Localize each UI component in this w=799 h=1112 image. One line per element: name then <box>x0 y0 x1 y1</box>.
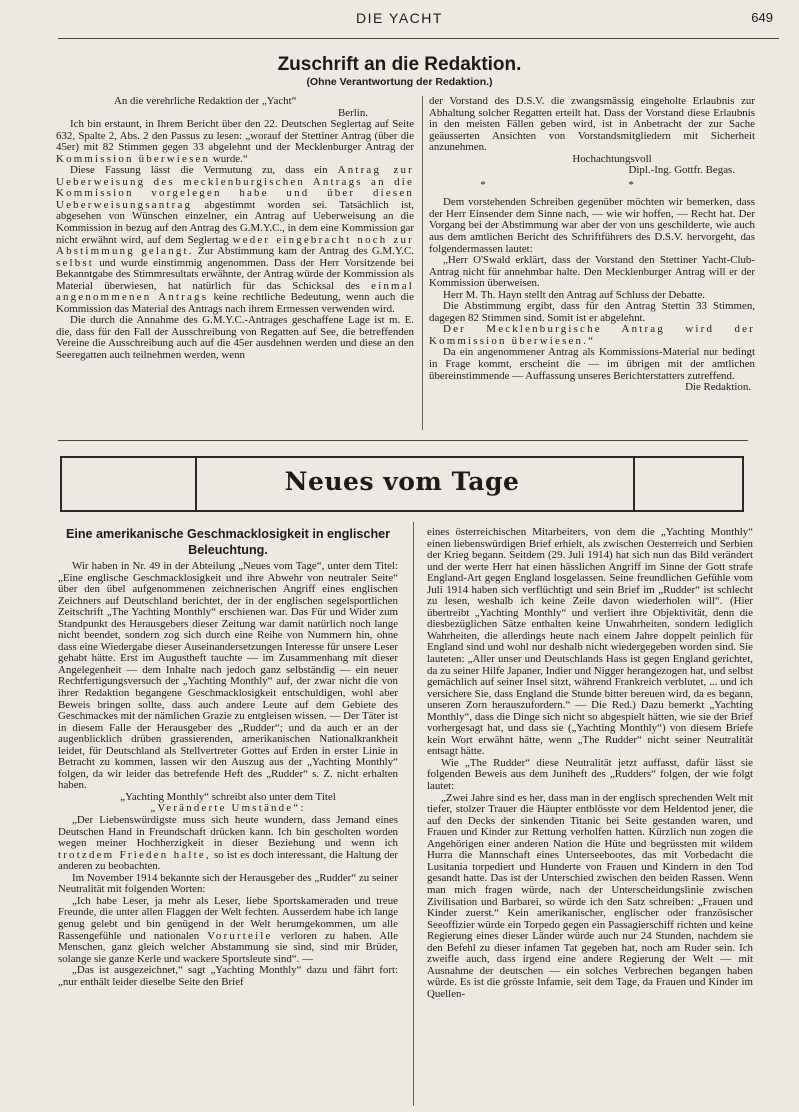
separator-stars: * * <box>480 178 704 191</box>
article-paragraph: „Zwei Jahre sind es her, dass man in der englisch sprechenden Welt mit tiefer, stolzer Trauer die Häupter entblösste vor dem Heldentod jener, die auf den Decks der sinkenden Titanic bei Seite gestanden waren, und Frauen und Kinder zur Rettung verholfen hatten. Kürzlich nun zogen die Angehörigen einer anderen Nation die Hüte und begrüssten mit wildem Hurra die Mannschaft eines Unterseebootes, das mit Vorbedacht die Lusitania torpediert und Hunderte von Frauen und Kindern in den Tod gesandt hatte. Das ist der Unterschied zwischen den beiden Rassen. Wenn man mich fragen würde, nach der Unterscheidungslinie zwischen Zivilisation und Barbarei, so würde ich den Satz schreiben: „Frauen und Kinder zuerst.“ Kein amerikanischer, englischer oder französischer Seeoffizier würde ein Torpedo gegen ein Passagierschiff richten und keine Regierung eines dieser Länder würde auch nur 24 Stunden, nachdem sie den Befehl zu dieser infamen Tat gegeben hat, noch am Ruder sein. Ich zweifle auch, dass irgend eine andere Regierung der Welt — mit Ausnahme der deutschen — ein solches Verbrechen begangen haben würde. Es ist die grösste Infamie, seit dem Tage, da Frauen und Kinder im Quellen- <box>427 791 753 1000</box>
letter-paragraph: der Vorstand des D.S.V. die zwangsmässig eingeholte Erlaubnis zur Abhaltung solcher Regatten erteilt hat. Dass der Vorstand diese Erlaubnis in den meisten Fällen geben wird, ist in Anbetracht der zur Sache geäusserten Ansichten von Vorstandsmitgliedern mit Sicherheit anzunehmen. <box>429 95 755 154</box>
editor-quote: „Herr O'Swald erklärt, dass der Vorstand den Stettiner Yacht-Club-Antrag nicht für annehmbar halte. Den Mecklenburger Antrag will er der Kommission überweisen. <box>429 254 755 290</box>
editor-quote: Herr M. Th. Hayn stellt den Antrag auf Schluss der Debatte. <box>443 288 706 301</box>
header-rule <box>58 38 779 39</box>
letter-subtitle: (Ohne Verantwortung der Redaktion.) <box>306 76 493 88</box>
article-title: Eine amerikanische Geschmacklosigkeit in englischer Beleuchtung. <box>65 527 391 557</box>
letter-signature: Dipl.-Ing. Gottfr. Begas. <box>628 164 735 177</box>
article-paragraph: Im November 1914 bekannte sich der Herausgeber des „Rudder“ zu seiner Neutralität mit folgenden Worten: <box>58 871 398 896</box>
letter-place: Berlin. <box>338 106 368 119</box>
journal-title: DIE YACHT <box>356 10 443 26</box>
article-paragraph: „Veränderte Umstände“: <box>150 802 306 815</box>
editor-paragraph: Dem vorstehenden Schreiben gegenüber möchten wir bemerken, dass der Herr Einsender dem Sinne nach, — wie wir hoffen, — Recht hat. Der Vorgang bei der Abstimmung war aber der von uns geschilderte, wie auch aus dem amtlichen Bericht des Schriftführers des D.S.V. hervorgeht, das folgendermassen lautet: <box>429 196 755 255</box>
article-left-column <box>58 561 398 988</box>
page-number: 649 <box>751 10 773 25</box>
column-divider <box>422 96 423 430</box>
page-header <box>0 10 799 32</box>
section-title: Neues vom Tage <box>284 467 520 496</box>
letter-closing: Hochachtungsvoll <box>572 152 652 165</box>
letter-paragraph: Diese Fassung lässt die Vermutung zu, dass ein Antrag zur Ueberweisung des mecklenburgischen Antrags an die Kommission vorgelegen habe und über diesen Ueberweisungsantrag abgestimmt worden sei. Tatsächlich ist, abgesehen von Wünschen einzelner, ein Antrag auf Ueberweisung an die Kommission in bezug auf den Antrag des G.M.Y.C., in dem eine Kommission gar nicht erwähnt wird, auf dem Seglertag weder eingebracht noch zur Abstimmung gelangt. Zur Abstimmung kam der Antrag des G.M.Y.C. selbst und wurde einstimmig angenommen. Dass der Herr Vorsitzende bei Bekanntgabe des Stimmresultats erwähnte, der Antrag würde der Kommission als Material überwiesen, hat natürlich für das Schicksal des einmal angenommenen Antrags keine rechtliche Bedeutung, wenn auch die Kommission das Material des Antrags nach ihrem Ermessen verwenden wird. <box>56 164 414 315</box>
letter-paragraph: Ich bin erstaunt, in Ihrem Bericht über den 22. Deutschen Seglertag auf Seite 632, Spalte 2, Abs. 2 den Passus zu lesen: „worauf der Stettiner Antrag (über die 45er) mit 82 Stimmen gegen 33 abgelehnt und der Mecklenburger Antrag der Kommission überwiesen wurde.“ <box>56 118 414 165</box>
editor-quote: Der Mecklenburgische Antrag wird der Kommission überwiesen.“ <box>429 323 755 347</box>
editor-signature: Die Redaktion. <box>685 381 751 394</box>
letter-salutation: An die verehrliche Redaktion der „Yacht“ <box>114 95 297 107</box>
letter-paragraph: Die durch die Annahme des G.M.Y.C.-Antrages geschaffene Lage ist m. E. die, dass für den Fall der Ausschreibung von Regatten auf See, die betreffenden Vereine die Ausschreibung auch auf die 45er ausdehnen werden und diese an den Seeregatten auch teilnehmen werden, wenn <box>56 314 414 362</box>
section-rule <box>58 440 748 441</box>
article-paragraph: „Ich habe Leser, ja mehr als Leser, liebe Sportskameraden und treue Freunde, die unter allen Flaggen der Welt fechten. Ausserdem habe ich lange genug gelebt und bin genügend in der Welt herumgekommen, um alle Rassengefühle und nationalen Vorurteile verloren zu haben. Alle Menschen, ganz gleich welcher Abstammung sie sind, sind mir Brüder, solange sie ganze Kerle und wackere Sportsleute sind“. — <box>58 894 398 965</box>
article-paragraph: Wir haben in Nr. 49 in der Abteilung „Neues vom Tage“, unter dem Titel: „Eine englische Geschmacklosigkeit und ihre Abwehr von neutraler Seite“ über den übel aufgenommenen zeichnerischen Angriff eines englischen Zeichners auf Deutschland berichtet, der in der englischen segelsportlichen Zeitschrift „The Yachting Monthly“ erschienen war. Das Für und Wider zum Standpunkt des Herausgebers dieser Zeitung war damit natürlich noch lange nicht beendet, sondern zog sich durch eine Reihe von Nummern hin, ohne dass eine Wiedergabe dieser Auseinandersetzungen Interesse für unsere Leser gehabt hätte. Erst im Augustheft tauchte — im Zusammenhang mit dieser Angelegenheit — dem Inhalte nach jedoch ganz selbständig — ein neuer Rechtfertigungsversuch der „Yachting Monthly“ auf, der zwar nicht die von ihrer Redaktion begangene Geschmacklosigkeit entschuldigen, wohl aber Beweis bringen sollte, dass auch andere Leute auf dem Gebiete des Geschmackes mit der nämlichen Grazie zu entgleisen wissen. — Der Täter ist in diesem Falle der Herausgeber des „Rudder“; und da auch er an der augenblicklich drüben grassierenden, amerikanischen Nationalkrankheit leidet, für Deutschland als Stellvertreter Gottes auf Erden in erster Linie in Betracht zu kommen, lassen wir den Auszug aus der „Yachting Monthly“ folgen, da wir leider das betrefende Heft des „Rudder“ s. Z. nicht erhalten haben. <box>58 560 398 792</box>
letter-title: Zuschrift an die Redaktion. <box>277 54 522 75</box>
column-divider <box>413 522 414 1106</box>
section-banner <box>60 456 744 512</box>
editor-quote: Die Abstimmung ergibt, dass für den Antrag Stettin 33 Stimmen, dagegen 82 Stimmen sind. Somit ist er abgelehnt. <box>429 300 755 324</box>
article-paragraph: eines österreichischen Mitarbeiters, von dem die „Yachting Monthly“ einen liebenswürdigen Brief erhielt, als zwischen Oesterreich und Serbien der Krieg begann. Seitdem (29. Juli 1914) hat sich nun das Bild verändert und der werte Herr hat einen hässlichen Angriff im Sinne der Gott strafe England-Art gegen England losgelassen. Seine freundlichen Gefühle vom Juli 1914 haben sich verflüchtigt und sein Brief im „Rudder“ ist schlecht zu lesen, weshalb ich keine Zeile davon wiederholen will“. (Hier übertreibt „Yachting Monthly“ und verliert ihre Objektivität, denn die diesbezüglichen Sätze enthalten keine Unwahrheiten, sondern lediglich Wahrheiten, die allerdings heute nach einem Jahre doppelt peinlich für England sind und wohl nur deshalb nicht wiedergegeben worden sind. Sie lauteten: „Aller unser und Deutschlands Hass ist gegen England gerichtet, da zu seiner Hilfe Japaner, Indier und Nigger herangezogen hat, und selbst gemächlich auf seiner Insel sitzt, während Frankreich verblutet, ... und ich versichere Sie, dass England die Stunde bitter bereuen wird, da es begann, unseren Zorn herauszufordern.“ — Die Red.) Dazu bemerkt „Yachting Monthly“, dass die Dinge sich nicht so abgespielt hätten, wie sie der Brief vorhergesagt hat, und dass sie („Yachting Monthly“) von diesem Briefe kein Wort erwähnt hätte, wenn „The Rudder“ nicht seiner Neutralität entsagt hätte. <box>427 526 753 758</box>
article-paragraph: „Der Liebenswürdigste muss sich heute wundern, dass Jemand eines Deutschen Hand in Freundschaft drücken kann. Ich bin gescholten worden wegen meiner Hochherzigkeit in dieser Beziehung und wenn ich trotzdem Frieden halte, so ist es doch interessant, die Haltung der anderen zu beobachten. <box>58 814 398 873</box>
letter-left-column <box>56 96 414 362</box>
article-paragraph: Wie „The Rudder“ diese Neutralität jetzt auffasst, dafür lässt sie folgenden Beweis aus dem Juniheft des „Rudders“ folgen, der wie folgt lautet: <box>427 756 753 793</box>
letter-right-column <box>429 96 755 394</box>
article-paragraph: „Yachting Monthly“ schreibt also unter dem Titel <box>120 790 336 803</box>
article-right-column <box>427 527 753 1000</box>
article-paragraph: „Das ist ausgezeichnet,“ sagt „Yachting Monthly“ dazu und fährt fort: „nur enthält leider dieselbe Seite den Brief <box>58 964 398 988</box>
editor-paragraph: Da ein angenommener Antrag als Kommissions-Material nur bedingt in Frage kommt, erscheint die — im übrigen mit der amtlichen übereinstimmende — Auffassung unseres Berichterstatters zutreffend. Die Redaktion. <box>429 346 755 394</box>
